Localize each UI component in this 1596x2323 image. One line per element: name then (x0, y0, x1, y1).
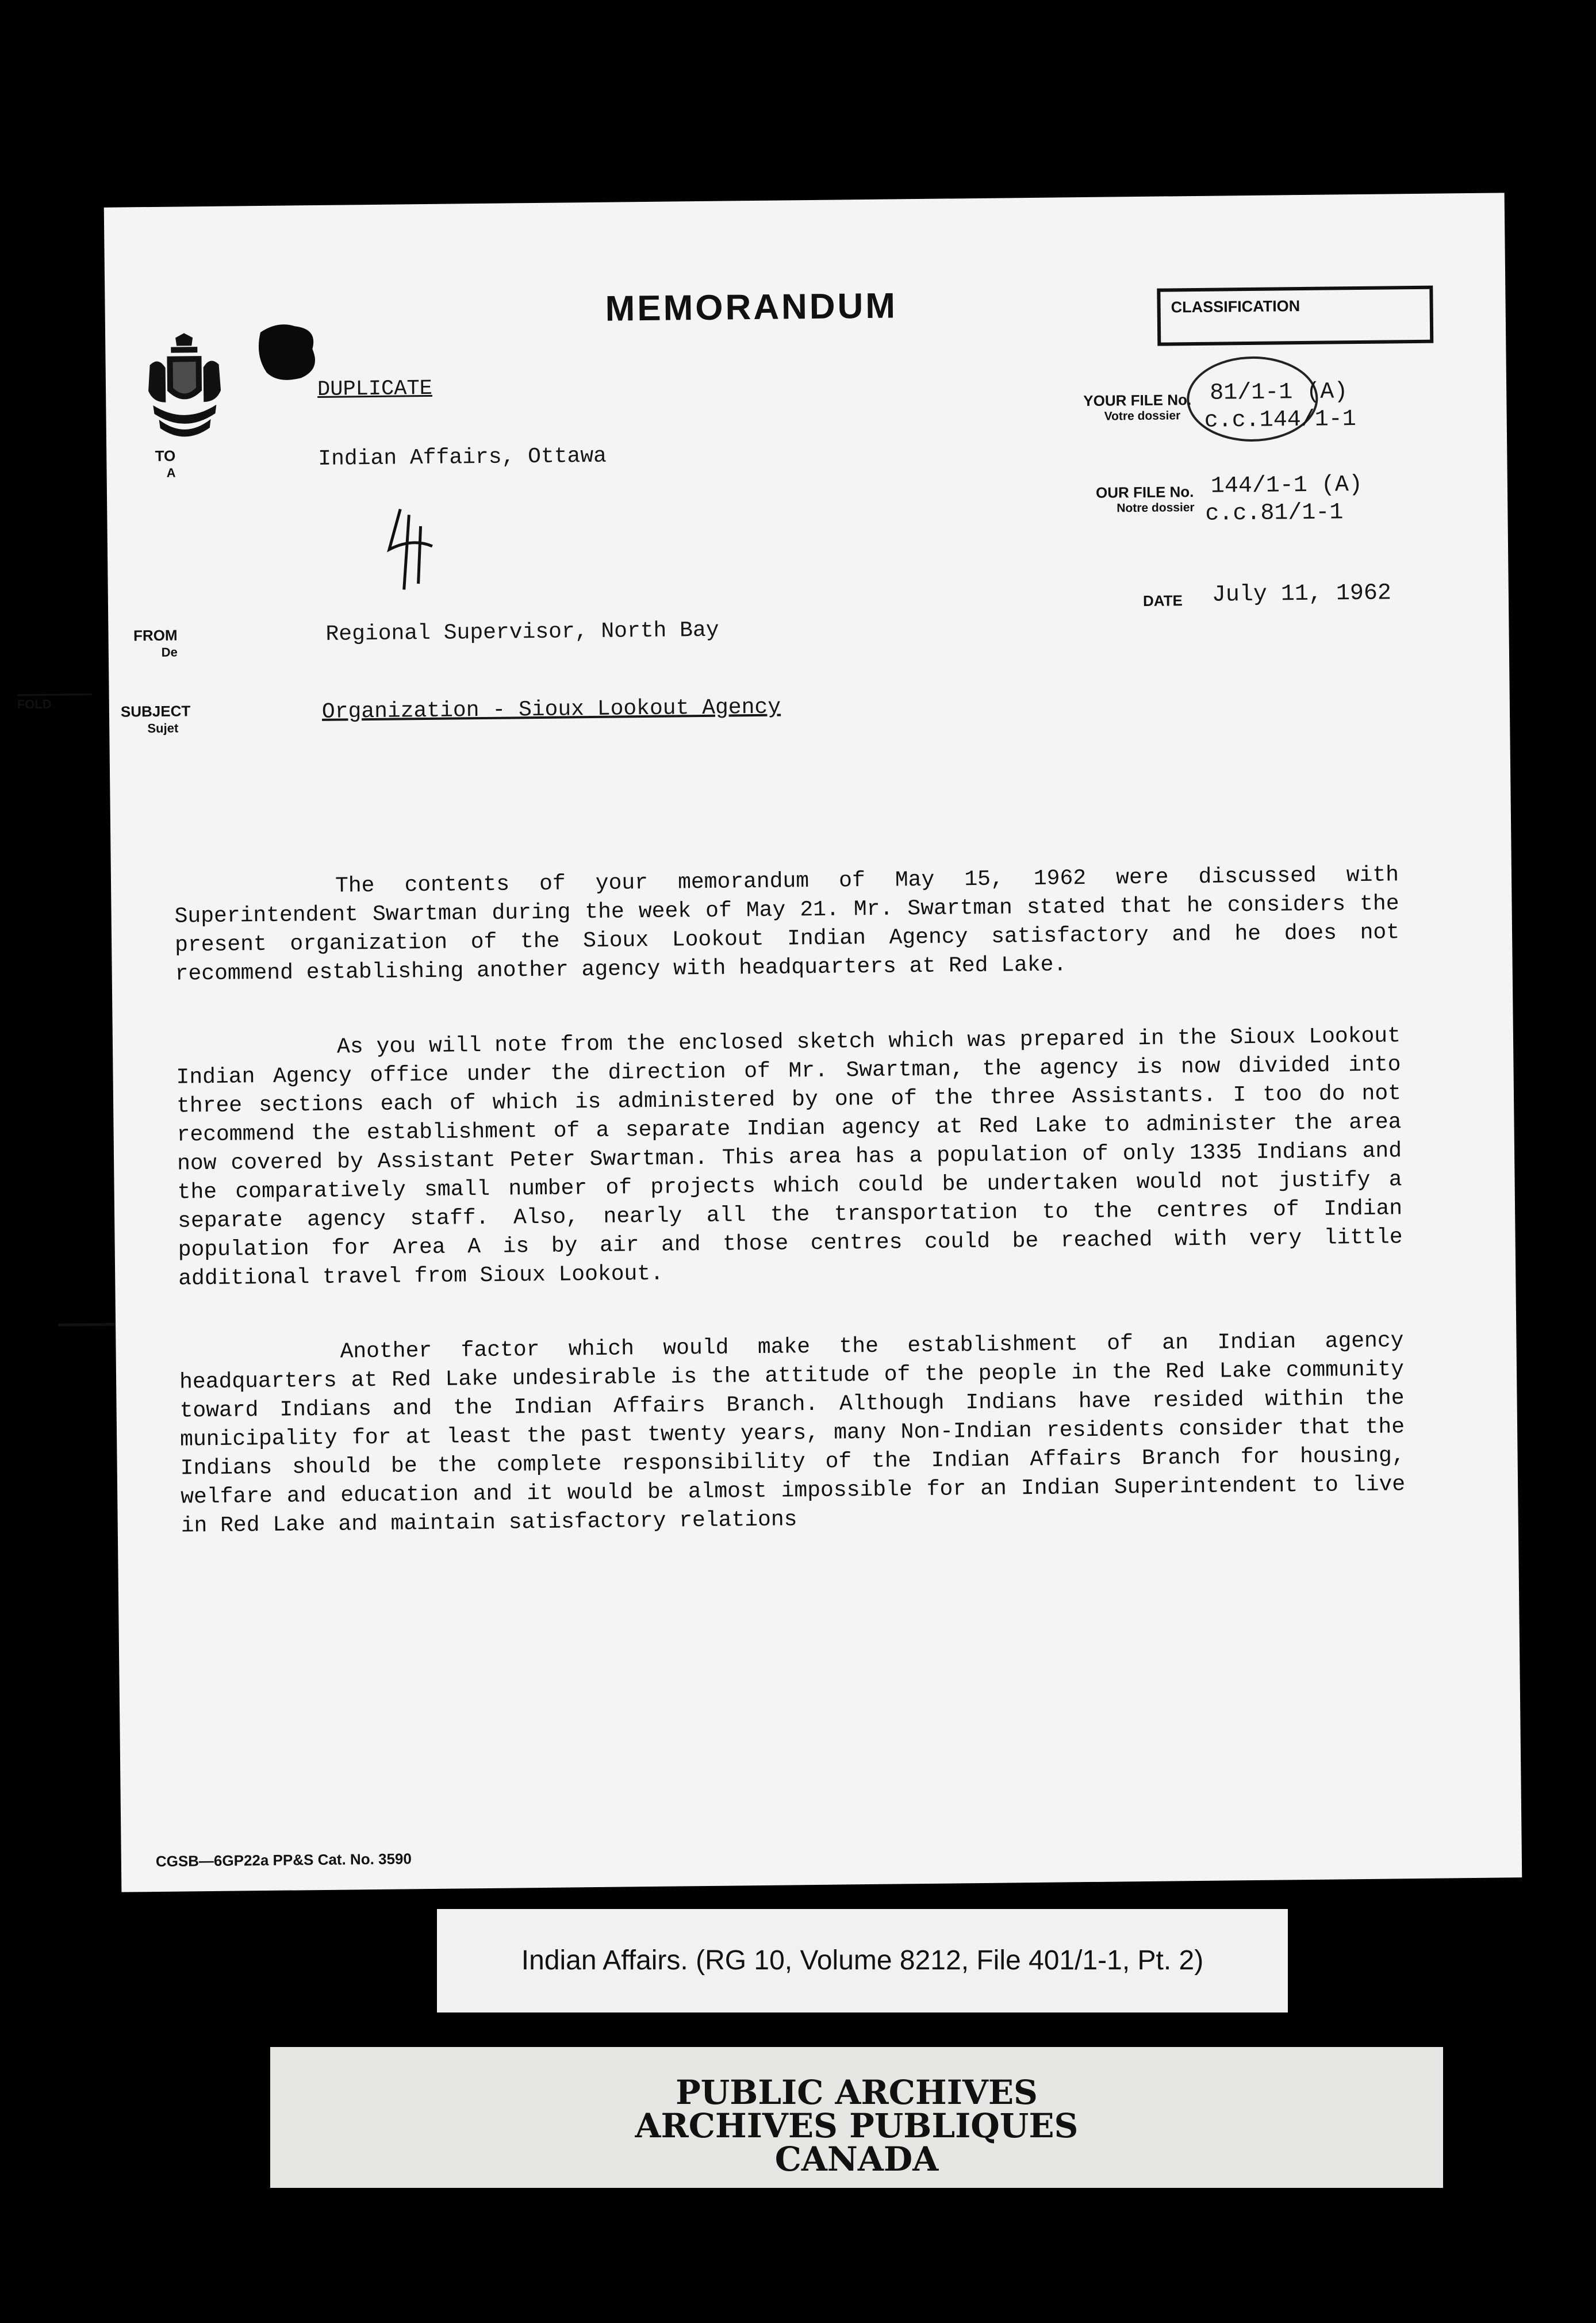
body-paragraph-2: As you will note from the enclosed sketch which was prepared in the Sioux Lookout Indian Agency office under the direction of Mr. Swartman, the agency is now divided into three sections each of which is administered by one of the three Assistants. I too do not recommend the establishment of a separate Indian agency at Red Lake to administer the area now covered by Assistant Peter Swartman. This area has a population of only 1335 Indians and the comparatively small number of projects which could be undertaken would not justify a separate agency staff. Also, nearly all the transportation to the centres of Indian population for Area A is by air and those centres could be reached with very little additional travel from Sioux Lookout. (176, 1023, 1403, 1291)
our-file-number: 144/1-1 (A) (1210, 471, 1363, 500)
our-file-cc: c.c.81/1-1 (1205, 500, 1344, 527)
memorandum-page (17, 193, 1522, 1892)
archive-stamp (270, 2047, 1443, 2188)
to-label-en: TO (155, 447, 176, 465)
your-file-label-fr: Votre dossier (1104, 409, 1181, 423)
from-label-fr: De (161, 645, 178, 660)
classification-label: CLASSIFICATION (1171, 297, 1300, 316)
archive-stamp-text (270, 2073, 1443, 2179)
to-label (141, 447, 176, 482)
handwritten-initials (377, 503, 447, 596)
our-file-value (1205, 471, 1363, 528)
subject-label-en: SUBJECT (120, 702, 191, 720)
your-file-label-en: YOUR FILE No. (1083, 391, 1192, 410)
your-file-cc: c.c.144/1-1 (1204, 407, 1356, 434)
our-file-label (1096, 484, 1195, 517)
your-file-number: 81/1-1 (A) (1209, 379, 1348, 407)
body-paragraph-3: Another factor which would make the establishment of an Indian agency headquarters at Red Lake undesirable is the attitude of the people in the Red Lake community toward Indians and the Indian Affairs Branch. Although Indians have resided within the municipality for at least the past twenty years, many Non-Indian residents consider that the Indians should be the complete responsibility of the Indian Affairs Branch for housing, welfare and education and it would be almost impossible for an Indian Superintendent to live in Red Lake and maintain satisfactory relations (179, 1328, 1406, 1539)
margin-mark (58, 1323, 116, 1327)
subject-label-fr: Sujet (147, 720, 179, 736)
from-label (131, 627, 178, 662)
fold-mark: FOLD (17, 693, 92, 712)
archive-reference-card (437, 1909, 1288, 2012)
duplicate-stamp: DUPLICATE (317, 376, 433, 402)
stamp-line-1: PUBLIC ARCHIVES (676, 2073, 1038, 2112)
our-file-label-en: OUR FILE No. (1095, 483, 1194, 501)
form-number: CGSB—6GP22a PP&S Cat. No. 3590 (155, 1850, 412, 1870)
from-value: Regional Supervisor, North Bay (325, 618, 719, 647)
date-value: July 11, 1962 (1211, 580, 1392, 608)
from-label-en: FROM (133, 626, 178, 645)
subject-value: Organization - Sioux Lookout Agency (321, 695, 781, 724)
to-label-fr: A (166, 465, 176, 480)
ink-blot (255, 320, 324, 384)
classification-box (1157, 286, 1433, 346)
our-file-label-fr: Notre dossier (1117, 500, 1195, 515)
coat-of-arms-icon (141, 333, 228, 443)
your-file-label (1083, 392, 1191, 425)
memo-body (174, 861, 1406, 1586)
date-label: DATE (1142, 592, 1183, 610)
your-file-value (1204, 378, 1356, 435)
to-value: Indian Affairs, Ottawa (318, 443, 607, 471)
stamp-line-3: CANADA (774, 2140, 939, 2179)
subject-label (120, 702, 191, 738)
body-paragraph-1: The contents of your memorandum of May 15, 1962 were discussed with Superintendent Swartman during the week of May 21. Mr. Swartman stated that he considers the present organization of the Sioux Lookout Indian Agency satisfactory and he does not recommend establishing another agency with headquarters at Red Lake. (174, 862, 1400, 987)
memo-title: MEMORANDUM (605, 286, 898, 329)
archive-reference: Indian Affairs. (RG 10, Volume 8212, File 401/1-1, Pt. 2) (521, 1945, 1204, 1976)
stamp-line-2: ARCHIVES PUBLIQUES (635, 2106, 1079, 2145)
